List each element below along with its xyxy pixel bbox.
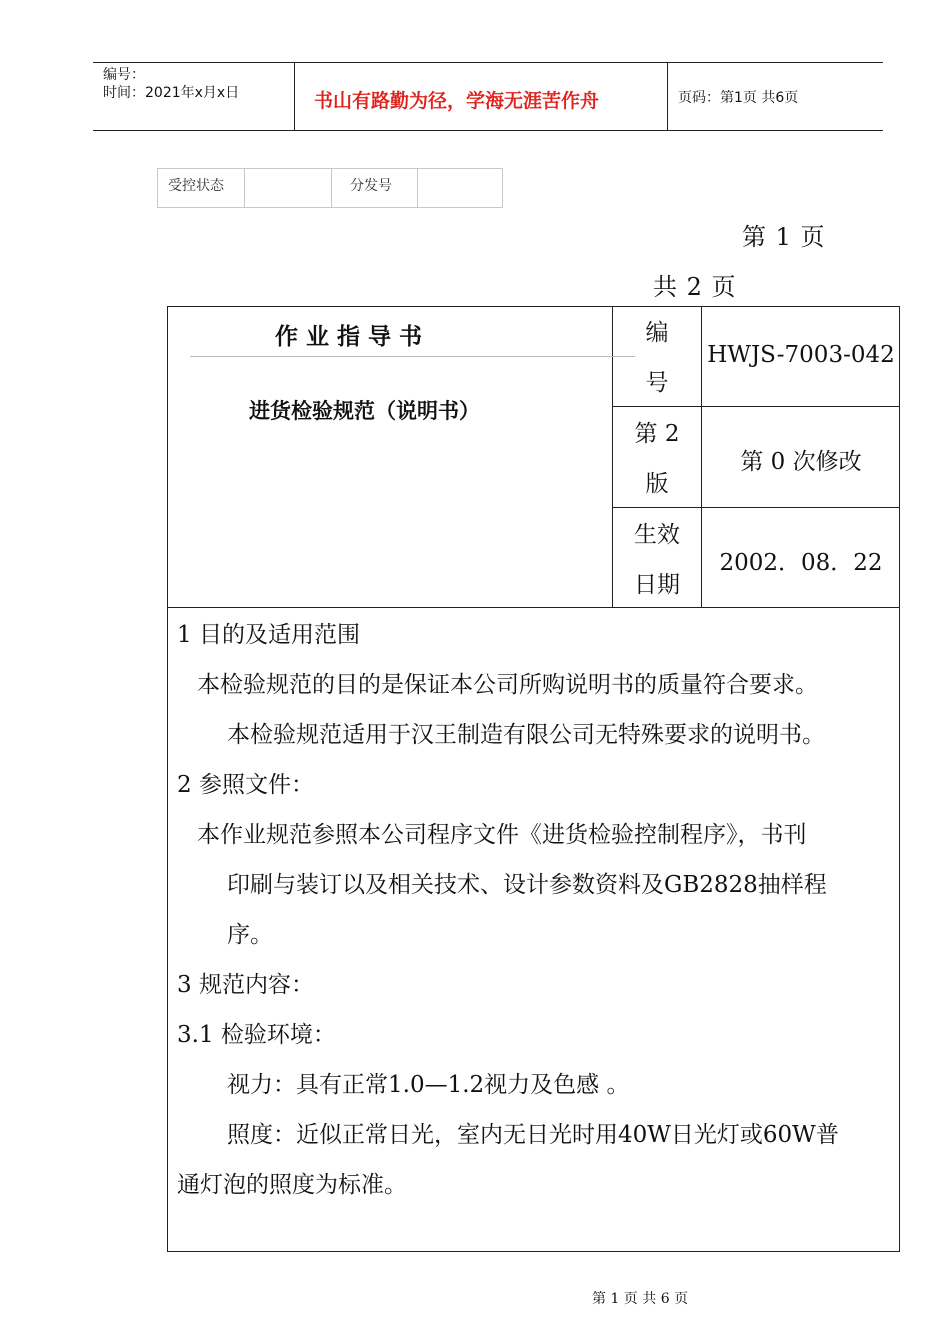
body-paragraph-line: 通灯泡的照度为标准。 bbox=[177, 1172, 407, 1198]
page-number-marker: 第 1 页 bbox=[742, 223, 826, 251]
header-time-label: 时间：2021年x月x日 bbox=[103, 85, 240, 101]
number-label-line1: 编 bbox=[645, 320, 669, 346]
control-status-label: 受控状态 bbox=[168, 178, 224, 194]
body-paragraph-line: 本检验规范的目的是保证本公司所购说明书的质量符合要求。 bbox=[197, 672, 818, 698]
header-bottom-divider bbox=[167, 607, 900, 608]
number-label-line2: 号 bbox=[645, 370, 669, 396]
body-paragraph-line: 本检验规范适用于汉王制造有限公司无特殊要求的说明书。 bbox=[227, 722, 825, 748]
page-total-marker: 共 2 页 bbox=[653, 273, 737, 301]
section-heading: 3 规范内容： bbox=[177, 972, 314, 998]
distribution-number-value bbox=[418, 169, 502, 207]
title-underline bbox=[190, 356, 635, 357]
section-heading: 1 目的及适用范围 bbox=[177, 622, 360, 648]
effective-date-label bbox=[613, 510, 701, 610]
section-heading: 2 参照文件： bbox=[177, 772, 314, 798]
page-footer: 第 1 页 共 6 页 bbox=[592, 1291, 689, 1307]
body-paragraph-line: 序。 bbox=[227, 922, 273, 948]
control-table-divider bbox=[331, 169, 332, 207]
body-paragraph-line: 照度：近似正常日光，室内无日光时用40W日光灯或60W普 bbox=[227, 1122, 839, 1148]
revision-value: 第 0 次修改 bbox=[740, 449, 862, 475]
header-motto: 书山有路勤为径，学海无涯苦作舟 bbox=[314, 90, 600, 112]
body-paragraph-line: 本作业规范参照本公司程序文件《进货检验控制程序》，书刊 bbox=[197, 822, 807, 848]
document-subtitle: 进货检验规范（说明书） bbox=[249, 398, 480, 423]
header-bottom-rule bbox=[93, 130, 883, 131]
effective-label-line2: 日期 bbox=[634, 572, 680, 598]
body-paragraph-line: 视力：具有正常1.0—1.2视力及色感 。 bbox=[227, 1072, 630, 1098]
edition-label-line1: 第 2 bbox=[634, 421, 680, 447]
header-number-label: 编号： bbox=[103, 67, 145, 83]
header-divider-left bbox=[294, 62, 295, 130]
header-top-rule bbox=[93, 62, 883, 63]
header-page-info: 页码：第1页 共6页 bbox=[678, 90, 799, 106]
document-title: 作 业 指 导 书 bbox=[275, 323, 423, 350]
effective-label-line1: 生效 bbox=[634, 522, 680, 548]
control-status-table bbox=[157, 168, 503, 208]
edition-label bbox=[613, 409, 701, 509]
control-status-value bbox=[245, 169, 331, 207]
document-number-value: HWJS-7003-042 bbox=[707, 342, 895, 368]
body-paragraph-line: 印刷与装订以及相关技术、设计参数资料及GB2828抽样程 bbox=[227, 872, 827, 898]
effective-date-value: 2002．08．22 bbox=[719, 550, 883, 576]
distribution-number-label: 分发号 bbox=[350, 178, 392, 194]
subsection-heading: 3.1 检验环境： bbox=[177, 1022, 336, 1048]
number-label bbox=[613, 308, 701, 408]
header-divider-right bbox=[667, 62, 668, 130]
edition-label-line2: 版 bbox=[645, 471, 669, 497]
